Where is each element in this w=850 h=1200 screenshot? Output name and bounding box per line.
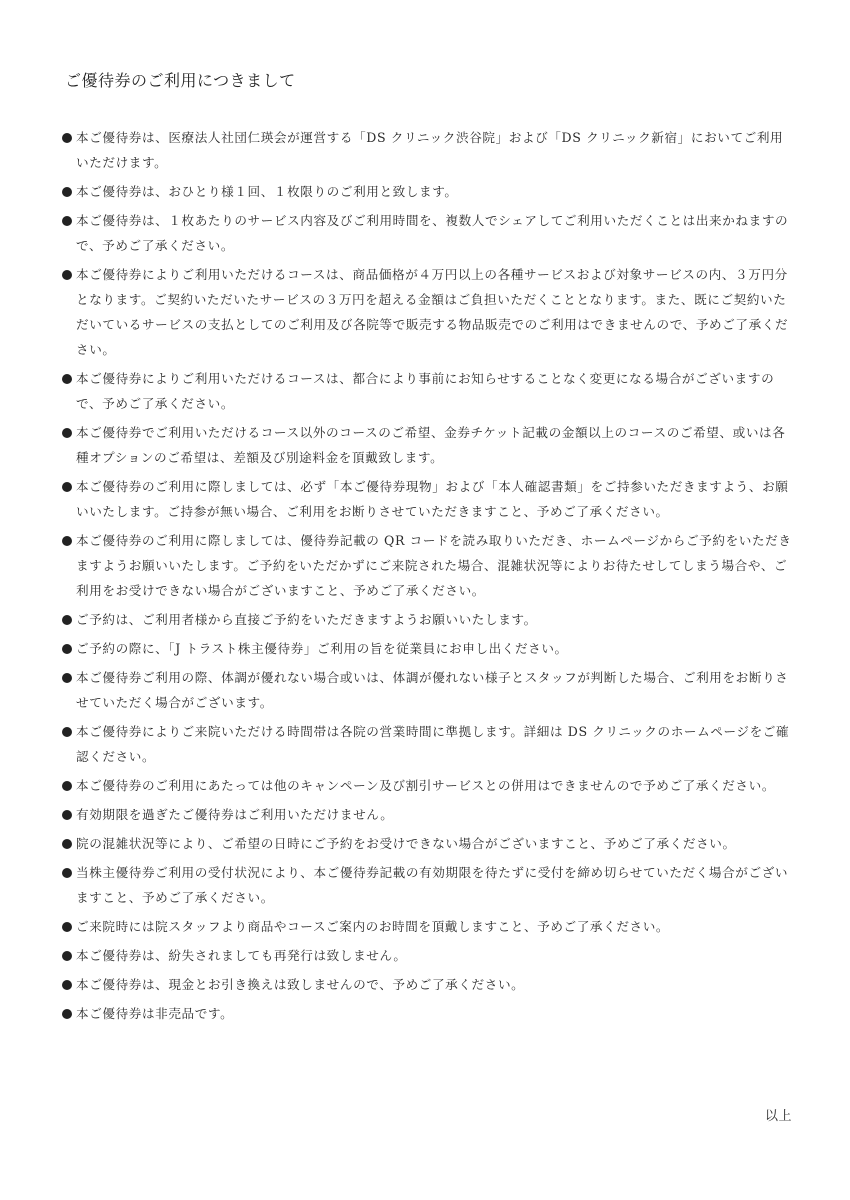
note-text: 本ご優待券のご利用にあたっては他のキャンペーン及び割引サービスとの併用はできませんので予めご了承ください。 [76,778,776,793]
page-title: ご優待券のご利用につきまして [65,71,296,90]
list-item [62,943,794,968]
note-text: 本ご優待券は、おひとり様１回、１枚限りのご利用と致します。 [76,184,458,199]
list-item [62,914,794,939]
bullet-icon [62,673,72,683]
note-text: ご来院時には院スタッフより商品やコースご案内のお時間を頂戴しますこと、予めご了承ください。 [76,919,670,934]
bullet-icon [62,428,72,438]
bullet-icon [62,980,72,990]
bullet-icon [62,951,72,961]
list-item [62,665,794,715]
bullet-icon [62,644,72,654]
bullet-icon [62,615,72,625]
bullet-icon [62,727,72,737]
bullet-icon [62,133,72,143]
bullet-icon [62,374,72,384]
bullet-icon [62,216,72,226]
notes-list [62,125,794,1030]
bullet-icon [62,868,72,878]
note-text: ご予約の際に、「J トラスト株主優待券」ご利用の旨を従業員にお申し出ください。 [76,641,568,656]
bullet-icon [62,1009,72,1019]
list-item [62,860,794,910]
list-item [62,802,794,827]
note-text: 本ご優待券は、現金とお引き換えは致しませんので、予めご了承ください。 [76,977,525,992]
list-item [62,773,794,798]
note-text: 本ご優待券のご利用に際しましては、優待券記載の QR コードを読み取りいただき、ホームページからご予約をいただきますようお願いいたします。ご予約をいただかずにご来院された場合、混雑状況等によりお待たせしてしまう場合や、ご利用をお受けできない場合がございますこと、予めご了承ください。 [76,533,792,598]
list-item [62,719,794,769]
list-item [62,208,794,258]
bullet-icon [62,781,72,791]
list-item [62,528,794,603]
note-text: ご予約は、ご利用者様から直接ご予約をいただきますようお願いいたします。 [76,612,537,627]
note-text: 本ご優待券によりご来院いただける時間帯は各院の営業時間に準拠します。詳細は DS クリニックのホームページをご確認ください。 [76,724,790,764]
list-item [62,1001,794,1026]
note-text: 本ご優待券は、紛失されましても再発行は致しません。 [76,948,407,963]
note-text: 当株主優待券ご利用の受付状況により、本ご優待券記載の有効期限を待たずに受付を締め切らせていただく場合がございますこと、予めご了承ください。 [76,865,789,905]
note-text: 本ご優待券によりご利用いただけるコースは、都合により事前にお知らせすることなく変更になる場合がございますので、予めご了承ください。 [76,371,775,411]
note-text: 有効期限を過ぎたご優待券はご利用いただけません。 [76,807,394,822]
note-text: 本ご優待券によりご利用いただけるコースは、商品価格が４万円以上の各種サービスおよび対象サービスの内、３万円分となります。ご契約いただいたサービスの３万円を超える金額はご負担いただくこととなります。また、既にご契約いただいているサービスの支払としてのご利用及び各院等で販売する物品販売でのご利用はできませんので、予めご了承ください。 [76,267,789,357]
note-text: 院の混雑状況等により、ご希望の日時にご予約をお受けできない場合がございますこと、予めご了承ください。 [76,836,736,851]
note-text: 本ご優待券は非売品です。 [76,1006,234,1021]
list-item [62,125,794,175]
note-text: 本ご優待券は、１枚あたりのサービス内容及びご利用時間を、複数人でシェアしてご利用いただくことは出来かねますので、予めご了承ください。 [76,213,789,253]
list-item [62,179,794,204]
list-item [62,972,794,997]
list-item [62,636,794,661]
note-text: 本ご優待券でご利用いただけるコース以外のコースのご希望、金券チケット記載の金額以上のコースのご希望、或いは各種オプションのご希望は、差額及び別途料金を頂戴致します。 [76,425,786,465]
note-text: 本ご優待券のご利用に際しましては、必ず「本ご優待券現物」および「本人確認書類」をご持参いただきますよう、お願いいたします。ご持参が無い場合、ご利用をお断りさせていただきますこと、予めご了承ください。 [76,479,789,519]
closing-mark: 以上 [764,1109,792,1124]
list-item [62,607,794,632]
note-text: 本ご優待券は、医療法人社団仁瑛会が運営する「DS クリニック渋谷院」および「DS クリニック新宿」においてご利用いただけます。 [76,130,784,170]
note-text: 本ご優待券ご利用の際、体調が優れない場合或いは、体調が優れない様子とスタッフが判断した場合、ご利用をお断りさせていただく場合がございます。 [76,670,789,710]
list-item [62,831,794,856]
bullet-icon [62,536,72,546]
bullet-icon [62,187,72,197]
list-item [62,420,794,470]
bullet-icon [62,839,72,849]
bullet-icon [62,482,72,492]
bullet-icon [62,810,72,820]
bullet-icon [62,922,72,932]
bullet-icon [62,270,72,280]
list-item [62,262,794,362]
list-item [62,474,794,524]
list-item [62,366,794,416]
